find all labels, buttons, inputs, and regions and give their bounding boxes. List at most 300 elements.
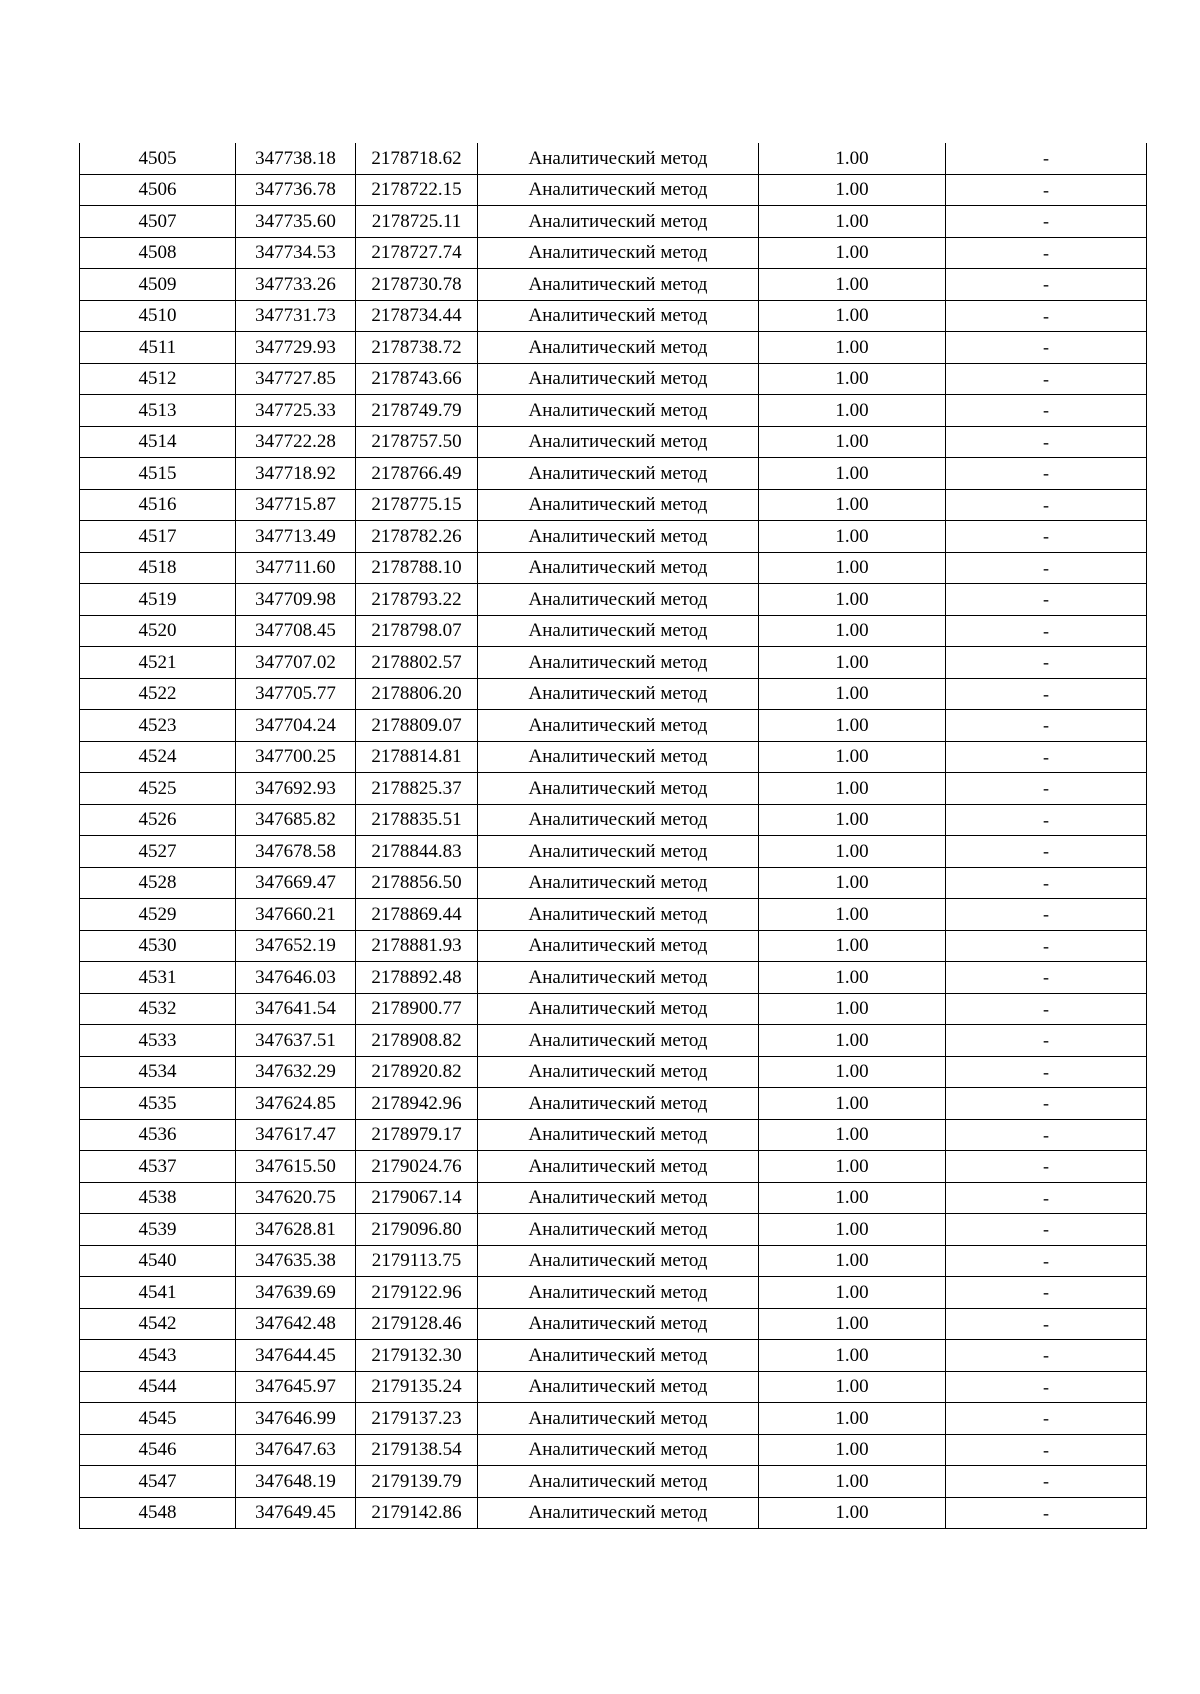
- accuracy-cell: 1.00: [759, 710, 946, 742]
- x-coordinate-cell: 347729.93: [236, 332, 356, 364]
- accuracy-cell: 1.00: [759, 143, 946, 174]
- y-coordinate-cell: 2178814.81: [356, 741, 478, 773]
- accuracy-cell: 1.00: [759, 521, 946, 553]
- table-row: [80, 1056, 1147, 1088]
- x-coordinate-cell: 347624.85: [236, 1088, 356, 1120]
- description-cell: -: [946, 1088, 1147, 1120]
- method-cell: Аналитический метод: [478, 710, 759, 742]
- point-number-cell: 4545: [80, 1403, 236, 1435]
- description-cell: -: [946, 1025, 1147, 1057]
- table-row: [80, 174, 1147, 206]
- point-number-cell: 4523: [80, 710, 236, 742]
- description-cell: -: [946, 1403, 1147, 1435]
- y-coordinate-cell: 2178869.44: [356, 899, 478, 931]
- x-coordinate-cell: 347639.69: [236, 1277, 356, 1309]
- accuracy-cell: 1.00: [759, 867, 946, 899]
- table-row: [80, 930, 1147, 962]
- y-coordinate-cell: 2179096.80: [356, 1214, 478, 1246]
- point-number-cell: 4524: [80, 741, 236, 773]
- method-cell: Аналитический метод: [478, 993, 759, 1025]
- coordinates-table-body: [80, 143, 1147, 1529]
- point-number-cell: 4513: [80, 395, 236, 427]
- description-cell: -: [946, 395, 1147, 427]
- method-cell: Аналитический метод: [478, 1182, 759, 1214]
- point-number-cell: 4542: [80, 1308, 236, 1340]
- point-number-cell: 4525: [80, 773, 236, 805]
- table-row: [80, 458, 1147, 490]
- y-coordinate-cell: 2179135.24: [356, 1371, 478, 1403]
- description-cell: -: [946, 1277, 1147, 1309]
- table-row: [80, 1466, 1147, 1498]
- x-coordinate-cell: 347635.38: [236, 1245, 356, 1277]
- point-number-cell: 4548: [80, 1497, 236, 1529]
- x-coordinate-cell: 347733.26: [236, 269, 356, 301]
- x-coordinate-cell: 347652.19: [236, 930, 356, 962]
- y-coordinate-cell: 2179113.75: [356, 1245, 478, 1277]
- y-coordinate-cell: 2178734.44: [356, 300, 478, 332]
- method-cell: Аналитический метод: [478, 1371, 759, 1403]
- y-coordinate-cell: 2178806.20: [356, 678, 478, 710]
- method-cell: Аналитический метод: [478, 1151, 759, 1183]
- accuracy-cell: 1.00: [759, 206, 946, 238]
- x-coordinate-cell: 347707.02: [236, 647, 356, 679]
- y-coordinate-cell: 2178757.50: [356, 426, 478, 458]
- accuracy-cell: 1.00: [759, 300, 946, 332]
- point-number-cell: 4529: [80, 899, 236, 931]
- accuracy-cell: 1.00: [759, 1245, 946, 1277]
- description-cell: -: [946, 930, 1147, 962]
- description-cell: -: [946, 521, 1147, 553]
- method-cell: Аналитический метод: [478, 1056, 759, 1088]
- accuracy-cell: 1.00: [759, 237, 946, 269]
- table-row: [80, 1497, 1147, 1529]
- x-coordinate-cell: 347722.28: [236, 426, 356, 458]
- method-cell: Аналитический метод: [478, 1088, 759, 1120]
- table-row: [80, 1119, 1147, 1151]
- y-coordinate-cell: 2178835.51: [356, 804, 478, 836]
- y-coordinate-cell: 2178856.50: [356, 867, 478, 899]
- x-coordinate-cell: 347646.03: [236, 962, 356, 994]
- point-number-cell: 4533: [80, 1025, 236, 1057]
- x-coordinate-cell: 347713.49: [236, 521, 356, 553]
- method-cell: Аналитический метод: [478, 930, 759, 962]
- point-number-cell: 4520: [80, 615, 236, 647]
- description-cell: -: [946, 867, 1147, 899]
- y-coordinate-cell: 2178725.11: [356, 206, 478, 238]
- accuracy-cell: 1.00: [759, 773, 946, 805]
- point-number-cell: 4530: [80, 930, 236, 962]
- table-row: [80, 647, 1147, 679]
- y-coordinate-cell: 2179137.23: [356, 1403, 478, 1435]
- x-coordinate-cell: 347632.29: [236, 1056, 356, 1088]
- x-coordinate-cell: 347727.85: [236, 363, 356, 395]
- accuracy-cell: 1.00: [759, 1371, 946, 1403]
- accuracy-cell: 1.00: [759, 584, 946, 616]
- y-coordinate-cell: 2178727.74: [356, 237, 478, 269]
- method-cell: Аналитический метод: [478, 143, 759, 174]
- y-coordinate-cell: 2178942.96: [356, 1088, 478, 1120]
- table-row: [80, 300, 1147, 332]
- point-number-cell: 4505: [80, 143, 236, 174]
- x-coordinate-cell: 347648.19: [236, 1466, 356, 1498]
- y-coordinate-cell: 2178908.82: [356, 1025, 478, 1057]
- y-coordinate-cell: 2178782.26: [356, 521, 478, 553]
- description-cell: -: [946, 426, 1147, 458]
- table-row: [80, 1245, 1147, 1277]
- method-cell: Аналитический метод: [478, 489, 759, 521]
- accuracy-cell: 1.00: [759, 615, 946, 647]
- method-cell: Аналитический метод: [478, 1403, 759, 1435]
- method-cell: Аналитический метод: [478, 1466, 759, 1498]
- table-row: [80, 332, 1147, 364]
- x-coordinate-cell: 347709.98: [236, 584, 356, 616]
- table-row: [80, 269, 1147, 301]
- accuracy-cell: 1.00: [759, 1308, 946, 1340]
- x-coordinate-cell: 347642.48: [236, 1308, 356, 1340]
- y-coordinate-cell: 2179139.79: [356, 1466, 478, 1498]
- table-row: [80, 836, 1147, 868]
- point-number-cell: 4540: [80, 1245, 236, 1277]
- table-row: [80, 741, 1147, 773]
- accuracy-cell: 1.00: [759, 1088, 946, 1120]
- point-number-cell: 4507: [80, 206, 236, 238]
- method-cell: Аналитический метод: [478, 647, 759, 679]
- point-number-cell: 4517: [80, 521, 236, 553]
- accuracy-cell: 1.00: [759, 1056, 946, 1088]
- accuracy-cell: 1.00: [759, 1214, 946, 1246]
- method-cell: Аналитический метод: [478, 678, 759, 710]
- table-row: [80, 993, 1147, 1025]
- x-coordinate-cell: 347734.53: [236, 237, 356, 269]
- description-cell: -: [946, 1497, 1147, 1529]
- method-cell: Аналитический метод: [478, 363, 759, 395]
- x-coordinate-cell: 347718.92: [236, 458, 356, 490]
- point-number-cell: 4506: [80, 174, 236, 206]
- x-coordinate-cell: 347708.45: [236, 615, 356, 647]
- table-row: [80, 1434, 1147, 1466]
- accuracy-cell: 1.00: [759, 741, 946, 773]
- x-coordinate-cell: 347685.82: [236, 804, 356, 836]
- point-number-cell: 4534: [80, 1056, 236, 1088]
- x-coordinate-cell: 347705.77: [236, 678, 356, 710]
- x-coordinate-cell: 347735.60: [236, 206, 356, 238]
- x-coordinate-cell: 347678.58: [236, 836, 356, 868]
- accuracy-cell: 1.00: [759, 1151, 946, 1183]
- point-number-cell: 4546: [80, 1434, 236, 1466]
- x-coordinate-cell: 347738.18: [236, 143, 356, 174]
- method-cell: Аналитический метод: [478, 867, 759, 899]
- accuracy-cell: 1.00: [759, 426, 946, 458]
- description-cell: -: [946, 269, 1147, 301]
- method-cell: Аналитический метод: [478, 269, 759, 301]
- description-cell: -: [946, 1056, 1147, 1088]
- y-coordinate-cell: 2178793.22: [356, 584, 478, 616]
- table-row: [80, 521, 1147, 553]
- description-cell: -: [946, 710, 1147, 742]
- y-coordinate-cell: 2178730.78: [356, 269, 478, 301]
- accuracy-cell: 1.00: [759, 363, 946, 395]
- point-number-cell: 4538: [80, 1182, 236, 1214]
- accuracy-cell: 1.00: [759, 1497, 946, 1529]
- description-cell: -: [946, 899, 1147, 931]
- table-row: [80, 1340, 1147, 1372]
- y-coordinate-cell: 2179132.30: [356, 1340, 478, 1372]
- y-coordinate-cell: 2178749.79: [356, 395, 478, 427]
- method-cell: Аналитический метод: [478, 458, 759, 490]
- point-number-cell: 4535: [80, 1088, 236, 1120]
- point-number-cell: 4544: [80, 1371, 236, 1403]
- point-number-cell: 4526: [80, 804, 236, 836]
- y-coordinate-cell: 2178920.82: [356, 1056, 478, 1088]
- accuracy-cell: 1.00: [759, 1182, 946, 1214]
- accuracy-cell: 1.00: [759, 1025, 946, 1057]
- point-number-cell: 4511: [80, 332, 236, 364]
- method-cell: Аналитический метод: [478, 615, 759, 647]
- x-coordinate-cell: 347715.87: [236, 489, 356, 521]
- description-cell: -: [946, 1466, 1147, 1498]
- description-cell: -: [946, 363, 1147, 395]
- table-row: [80, 552, 1147, 584]
- point-number-cell: 4514: [80, 426, 236, 458]
- accuracy-cell: 1.00: [759, 552, 946, 584]
- x-coordinate-cell: 347725.33: [236, 395, 356, 427]
- point-number-cell: 4522: [80, 678, 236, 710]
- x-coordinate-cell: 347628.81: [236, 1214, 356, 1246]
- x-coordinate-cell: 347644.45: [236, 1340, 356, 1372]
- coordinates-table: [79, 143, 1147, 1529]
- y-coordinate-cell: 2178798.07: [356, 615, 478, 647]
- x-coordinate-cell: 347641.54: [236, 993, 356, 1025]
- method-cell: Аналитический метод: [478, 300, 759, 332]
- point-number-cell: 4532: [80, 993, 236, 1025]
- point-number-cell: 4510: [80, 300, 236, 332]
- method-cell: Аналитический метод: [478, 804, 759, 836]
- method-cell: Аналитический метод: [478, 1119, 759, 1151]
- table-row: [80, 1025, 1147, 1057]
- x-coordinate-cell: 347617.47: [236, 1119, 356, 1151]
- method-cell: Аналитический метод: [478, 237, 759, 269]
- table-row: [80, 773, 1147, 805]
- table-row: [80, 584, 1147, 616]
- table-row: [80, 237, 1147, 269]
- x-coordinate-cell: 347704.24: [236, 710, 356, 742]
- table-row: [80, 804, 1147, 836]
- point-number-cell: 4519: [80, 584, 236, 616]
- y-coordinate-cell: 2178802.57: [356, 647, 478, 679]
- description-cell: -: [946, 804, 1147, 836]
- x-coordinate-cell: 347645.97: [236, 1371, 356, 1403]
- accuracy-cell: 1.00: [759, 836, 946, 868]
- method-cell: Аналитический метод: [478, 1245, 759, 1277]
- y-coordinate-cell: 2178722.15: [356, 174, 478, 206]
- description-cell: -: [946, 489, 1147, 521]
- y-coordinate-cell: 2178809.07: [356, 710, 478, 742]
- accuracy-cell: 1.00: [759, 804, 946, 836]
- y-coordinate-cell: 2178775.15: [356, 489, 478, 521]
- accuracy-cell: 1.00: [759, 395, 946, 427]
- y-coordinate-cell: 2178881.93: [356, 930, 478, 962]
- description-cell: -: [946, 332, 1147, 364]
- method-cell: Аналитический метод: [478, 206, 759, 238]
- point-number-cell: 4539: [80, 1214, 236, 1246]
- accuracy-cell: 1.00: [759, 174, 946, 206]
- description-cell: -: [946, 1151, 1147, 1183]
- table-row: [80, 1403, 1147, 1435]
- point-number-cell: 4509: [80, 269, 236, 301]
- description-cell: -: [946, 552, 1147, 584]
- accuracy-cell: 1.00: [759, 930, 946, 962]
- description-cell: -: [946, 1119, 1147, 1151]
- y-coordinate-cell: 2178979.17: [356, 1119, 478, 1151]
- x-coordinate-cell: 347711.60: [236, 552, 356, 584]
- description-cell: -: [946, 584, 1147, 616]
- accuracy-cell: 1.00: [759, 647, 946, 679]
- x-coordinate-cell: 347692.93: [236, 773, 356, 805]
- description-cell: -: [946, 237, 1147, 269]
- description-cell: -: [946, 1245, 1147, 1277]
- description-cell: -: [946, 1434, 1147, 1466]
- method-cell: Аналитический метод: [478, 395, 759, 427]
- table-row: [80, 1308, 1147, 1340]
- point-number-cell: 4527: [80, 836, 236, 868]
- point-number-cell: 4512: [80, 363, 236, 395]
- table-row: [80, 363, 1147, 395]
- y-coordinate-cell: 2179024.76: [356, 1151, 478, 1183]
- description-cell: -: [946, 962, 1147, 994]
- table-row: [80, 1182, 1147, 1214]
- point-number-cell: 4537: [80, 1151, 236, 1183]
- method-cell: Аналитический метод: [478, 584, 759, 616]
- description-cell: -: [946, 615, 1147, 647]
- y-coordinate-cell: 2179142.86: [356, 1497, 478, 1529]
- y-coordinate-cell: 2178738.72: [356, 332, 478, 364]
- table-row: [80, 710, 1147, 742]
- accuracy-cell: 1.00: [759, 1119, 946, 1151]
- table-row: [80, 1277, 1147, 1309]
- point-number-cell: 4536: [80, 1119, 236, 1151]
- x-coordinate-cell: 347669.47: [236, 867, 356, 899]
- x-coordinate-cell: 347660.21: [236, 899, 356, 931]
- point-number-cell: 4547: [80, 1466, 236, 1498]
- x-coordinate-cell: 347637.51: [236, 1025, 356, 1057]
- point-number-cell: 4518: [80, 552, 236, 584]
- table-row: [80, 489, 1147, 521]
- accuracy-cell: 1.00: [759, 1434, 946, 1466]
- method-cell: Аналитический метод: [478, 426, 759, 458]
- description-cell: -: [946, 143, 1147, 174]
- accuracy-cell: 1.00: [759, 678, 946, 710]
- method-cell: Аналитический метод: [478, 962, 759, 994]
- description-cell: -: [946, 458, 1147, 490]
- method-cell: Аналитический метод: [478, 521, 759, 553]
- table-row: [80, 1088, 1147, 1120]
- description-cell: -: [946, 647, 1147, 679]
- point-number-cell: 4508: [80, 237, 236, 269]
- description-cell: -: [946, 678, 1147, 710]
- x-coordinate-cell: 347615.50: [236, 1151, 356, 1183]
- description-cell: -: [946, 741, 1147, 773]
- table-row: [80, 899, 1147, 931]
- table-row: [80, 1214, 1147, 1246]
- description-cell: -: [946, 993, 1147, 1025]
- y-coordinate-cell: 2178900.77: [356, 993, 478, 1025]
- accuracy-cell: 1.00: [759, 1340, 946, 1372]
- method-cell: Аналитический метод: [478, 773, 759, 805]
- point-number-cell: 4528: [80, 867, 236, 899]
- point-number-cell: 4521: [80, 647, 236, 679]
- accuracy-cell: 1.00: [759, 1466, 946, 1498]
- description-cell: -: [946, 1371, 1147, 1403]
- x-coordinate-cell: 347647.63: [236, 1434, 356, 1466]
- method-cell: Аналитический метод: [478, 1277, 759, 1309]
- description-cell: -: [946, 174, 1147, 206]
- method-cell: Аналитический метод: [478, 1497, 759, 1529]
- description-cell: -: [946, 206, 1147, 238]
- x-coordinate-cell: 347646.99: [236, 1403, 356, 1435]
- y-coordinate-cell: 2179122.96: [356, 1277, 478, 1309]
- accuracy-cell: 1.00: [759, 899, 946, 931]
- method-cell: Аналитический метод: [478, 836, 759, 868]
- method-cell: Аналитический метод: [478, 1025, 759, 1057]
- y-coordinate-cell: 2179128.46: [356, 1308, 478, 1340]
- table-row: [80, 615, 1147, 647]
- table-row: [80, 143, 1147, 174]
- accuracy-cell: 1.00: [759, 1277, 946, 1309]
- y-coordinate-cell: 2178844.83: [356, 836, 478, 868]
- point-number-cell: 4531: [80, 962, 236, 994]
- accuracy-cell: 1.00: [759, 332, 946, 364]
- y-coordinate-cell: 2178892.48: [356, 962, 478, 994]
- accuracy-cell: 1.00: [759, 962, 946, 994]
- description-cell: -: [946, 836, 1147, 868]
- method-cell: Аналитический метод: [478, 1308, 759, 1340]
- y-coordinate-cell: 2178766.49: [356, 458, 478, 490]
- method-cell: Аналитический метод: [478, 741, 759, 773]
- table-row: [80, 962, 1147, 994]
- y-coordinate-cell: 2179067.14: [356, 1182, 478, 1214]
- accuracy-cell: 1.00: [759, 269, 946, 301]
- x-coordinate-cell: 347649.45: [236, 1497, 356, 1529]
- method-cell: Аналитический метод: [478, 552, 759, 584]
- point-number-cell: 4516: [80, 489, 236, 521]
- description-cell: -: [946, 773, 1147, 805]
- table-row: [80, 206, 1147, 238]
- method-cell: Аналитический метод: [478, 1214, 759, 1246]
- table-row: [80, 867, 1147, 899]
- accuracy-cell: 1.00: [759, 489, 946, 521]
- table-row: [80, 1151, 1147, 1183]
- y-coordinate-cell: 2178718.62: [356, 143, 478, 174]
- method-cell: Аналитический метод: [478, 1340, 759, 1372]
- y-coordinate-cell: 2178788.10: [356, 552, 478, 584]
- x-coordinate-cell: 347700.25: [236, 741, 356, 773]
- description-cell: -: [946, 1214, 1147, 1246]
- description-cell: -: [946, 300, 1147, 332]
- y-coordinate-cell: 2179138.54: [356, 1434, 478, 1466]
- x-coordinate-cell: 347620.75: [236, 1182, 356, 1214]
- accuracy-cell: 1.00: [759, 993, 946, 1025]
- point-number-cell: 4515: [80, 458, 236, 490]
- point-number-cell: 4543: [80, 1340, 236, 1372]
- x-coordinate-cell: 347736.78: [236, 174, 356, 206]
- method-cell: Аналитический метод: [478, 1434, 759, 1466]
- description-cell: -: [946, 1182, 1147, 1214]
- accuracy-cell: 1.00: [759, 1403, 946, 1435]
- table-row: [80, 1371, 1147, 1403]
- y-coordinate-cell: 2178743.66: [356, 363, 478, 395]
- table-row: [80, 678, 1147, 710]
- description-cell: -: [946, 1340, 1147, 1372]
